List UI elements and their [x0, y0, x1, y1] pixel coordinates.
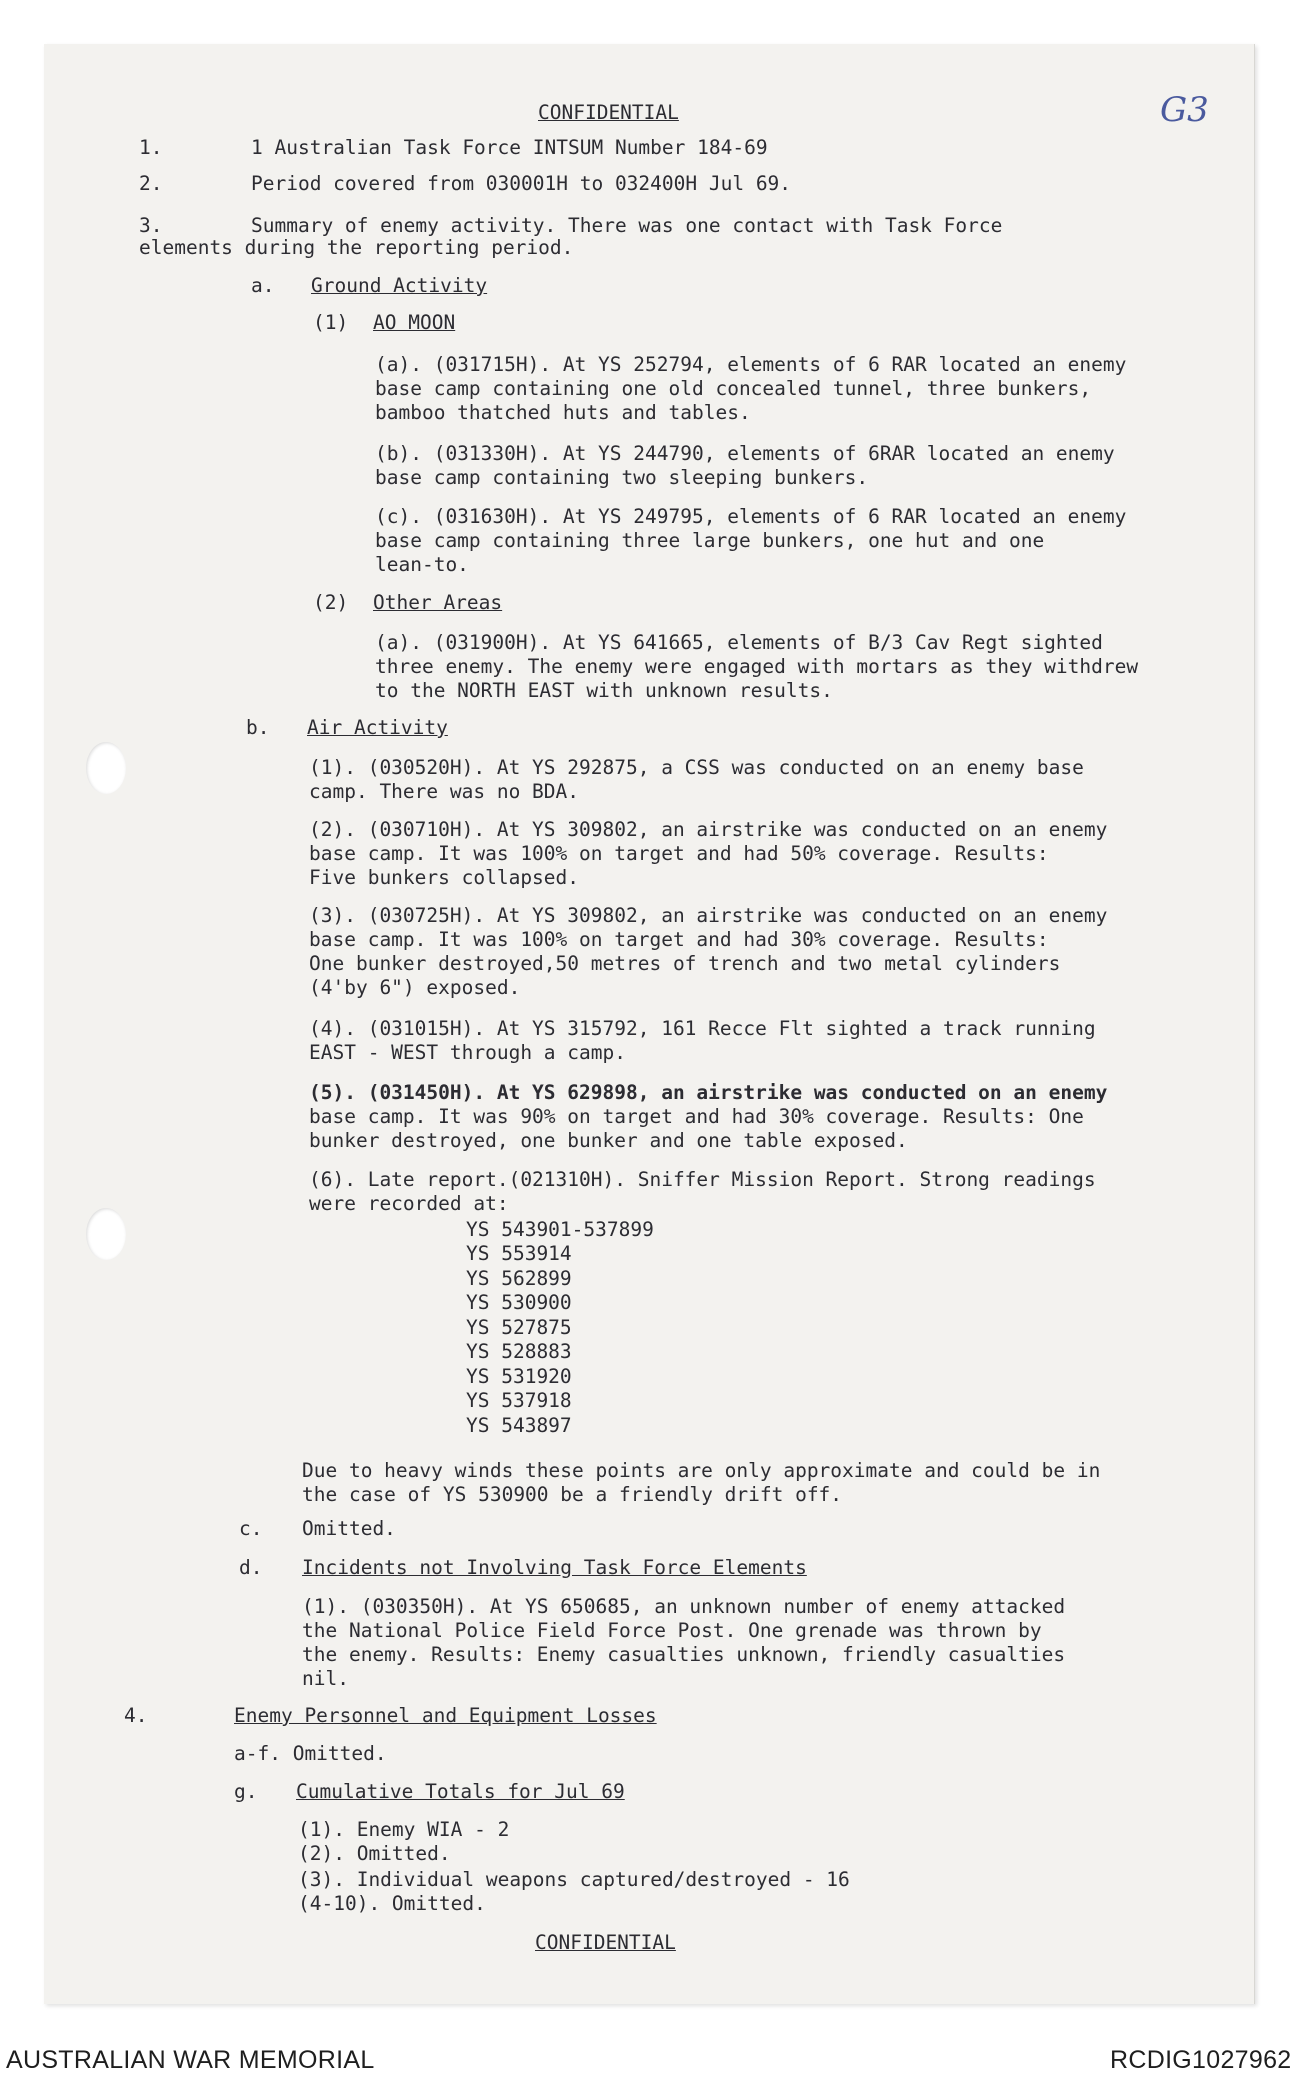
- incident-line: the enemy. Results: Enemy casualties unknown, friendly casualties: [302, 1643, 1066, 1666]
- period-covered: Period covered from 030001H to 032400H Jul 69.: [251, 172, 792, 195]
- para-number: 4.: [124, 1704, 148, 1727]
- air-report-line: bunker destroyed, one bunker and one table exposed.: [309, 1129, 908, 1152]
- air-report-line: base camp. It was 100% on target and had 30% coverage. Results:: [309, 928, 1049, 951]
- sub-number: (1): [313, 311, 349, 334]
- air-report-line: (5). (031450H). At YS 629898, an airstrike was conducted on an enemy: [309, 1081, 1108, 1104]
- sub-number: (2): [313, 591, 349, 614]
- report-line: to the NORTH EAST with unknown results.: [375, 679, 833, 702]
- classification-footer: CONFIDENTIAL: [535, 1931, 676, 1954]
- air-report-line: (1). (030520H). At YS 292875, a CSS was conducted on an enemy base: [309, 756, 1084, 779]
- air-activity-heading: Air Activity: [307, 716, 448, 739]
- para-number: 3.: [139, 214, 163, 237]
- report-line: bamboo thatched huts and tables.: [375, 401, 751, 424]
- air-report-line: (2). (030710H). At YS 309802, an airstrike was conducted on an enemy: [309, 818, 1108, 841]
- air-report-line: base camp. It was 90% on target and had 30% coverage. Results: One: [309, 1105, 1084, 1128]
- incident-line: (1). (030350H). At YS 650685, an unknown number of enemy attacked: [302, 1595, 1066, 1618]
- sniffer-note-line: the case of YS 530900 be a friendly drift off.: [302, 1483, 843, 1506]
- air-report-line: One bunker destroyed,50 metres of trench and two metal cylinders: [309, 952, 1061, 975]
- sub-letter: b.: [246, 716, 270, 739]
- para-number: 2.: [139, 172, 163, 195]
- totals-item: (1). Enemy WIA - 2: [298, 1818, 510, 1841]
- report-line: (c). (031630H). At YS 249795, elements of 6 RAR located an enemy: [375, 505, 1127, 528]
- intsum-title: 1 Australian Task Force INTSUM Number 184-69: [251, 136, 768, 159]
- sub-letter: d.: [239, 1556, 263, 1579]
- omitted-text: a-f. Omitted.: [234, 1742, 387, 1765]
- report-line: lean-to.: [375, 553, 469, 576]
- air-report-line: were recorded at:: [309, 1192, 509, 1215]
- grid-reading: YS 527875: [466, 1316, 572, 1339]
- grid-reading: YS 528883: [466, 1340, 572, 1363]
- summary-line: Summary of enemy activity. There was one contact with Task Force: [251, 214, 1003, 237]
- totals-item: (2). Omitted.: [298, 1842, 451, 1865]
- archive-credit: AUSTRALIAN WAR MEMORIAL: [6, 2046, 375, 2074]
- punch-hole: [86, 742, 126, 794]
- summary-line: elements during the reporting period.: [139, 236, 574, 259]
- omitted-text: Omitted.: [302, 1517, 396, 1540]
- grid-reading: YS 537918: [466, 1389, 572, 1412]
- sub-letter: c.: [239, 1517, 263, 1540]
- grid-reading: YS 531920: [466, 1365, 572, 1388]
- totals-item: (3). Individual weapons captured/destroyed - 16: [298, 1868, 850, 1891]
- grid-reading: YS 562899: [466, 1267, 572, 1290]
- report-line: base camp containing two sleeping bunkers.: [375, 466, 869, 489]
- report-line: three enemy. The enemy were engaged with mortars as they withdrew: [375, 655, 1139, 678]
- punch-hole: [86, 1208, 126, 1260]
- report-line: base camp containing three large bunkers, one hut and one: [375, 529, 1045, 552]
- air-report-line: (4). (031015H). At YS 315792, 161 Recce Flt sighted a track running: [309, 1017, 1096, 1040]
- incidents-heading: Incidents not Involving Task Force Elements: [302, 1556, 807, 1579]
- air-report-line: (6). Late report.(021310H). Sniffer Mission Report. Strong readings: [309, 1168, 1096, 1191]
- ao-moon-heading: AO MOON: [373, 311, 456, 334]
- sub-letter: a.: [251, 274, 275, 297]
- air-report-line: base camp. It was 100% on target and had 50% coverage. Results:: [309, 842, 1049, 865]
- ground-activity-heading: Ground Activity: [311, 274, 488, 297]
- report-line: (b). (031330H). At YS 244790, elements of 6RAR located an enemy: [375, 442, 1115, 465]
- other-areas-heading: Other Areas: [373, 591, 503, 614]
- sniffer-note-line: Due to heavy winds these points are only approximate and could be in: [302, 1459, 1101, 1482]
- classification-header: CONFIDENTIAL: [538, 101, 679, 124]
- air-report-line: camp. There was no BDA.: [309, 780, 580, 803]
- handwritten-folio-number: G3: [1160, 90, 1209, 130]
- air-report-line: (3). (030725H). At YS 309802, an airstrike was conducted on an enemy: [309, 904, 1108, 927]
- incident-line: nil.: [302, 1667, 349, 1690]
- grid-reading: YS 543901-537899: [466, 1218, 654, 1241]
- para-number: 1.: [139, 136, 163, 159]
- sub-letter: g.: [234, 1780, 258, 1803]
- report-line: (a). (031900H). At YS 641665, elements of B/3 Cav Regt sighted: [375, 631, 1103, 654]
- grid-reading: YS 530900: [466, 1291, 572, 1314]
- cumulative-totals-heading: Cumulative Totals for Jul 69: [296, 1780, 625, 1803]
- air-report-line: (4'by 6") exposed.: [309, 976, 521, 999]
- air-report-line: EAST - WEST through a camp.: [309, 1041, 626, 1064]
- air-report-line: Five bunkers collapsed.: [309, 866, 580, 889]
- report-line: (a). (031715H). At YS 252794, elements of 6 RAR located an enemy: [375, 353, 1127, 376]
- archive-id: RCDIG1027962: [1110, 2046, 1292, 2074]
- report-line: base camp containing one old concealed tunnel, three bunkers,: [375, 377, 1092, 400]
- grid-reading: YS 543897: [466, 1414, 572, 1437]
- incident-line: the National Police Field Force Post. One grenade was thrown by: [302, 1619, 1042, 1642]
- losses-heading: Enemy Personnel and Equipment Losses: [234, 1704, 657, 1727]
- grid-reading: YS 553914: [466, 1242, 572, 1265]
- totals-item: (4-10). Omitted.: [298, 1892, 486, 1915]
